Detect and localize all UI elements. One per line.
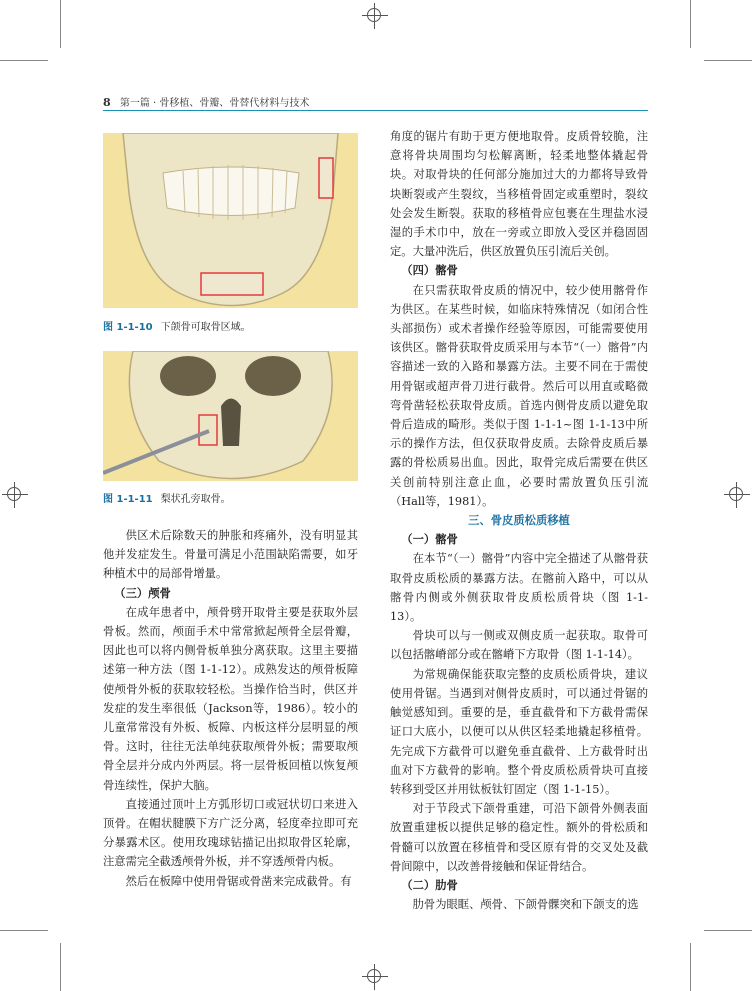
paragraph: 直接通过顶叶上方弧形切口或冠状切口来进入顶骨。在帽状腱膜下方广泛分离，轻度牵拉即可充分暴露术区。使用玫瑰球钻描记出拟取骨区轮廓，注意需完全截透颅骨外板，并不穿透颅骨内板。: [103, 797, 358, 869]
figure-mandible-illustration: [103, 133, 358, 308]
left-column: [103, 526, 358, 891]
paragraph: 对于节段式下颌骨重建，可沿下颌骨外侧表面放置重建板以提供足够的稳定性。额外的骨松质和骨髓可以放置在移植骨和受区原有骨的交叉处及截骨间隙中，以改善骨接触和保证骨结合。: [390, 802, 648, 873]
paragraph: 在本节“（一）髂骨”内容中完全描述了从髂骨获取骨皮质松质的暴露方法。在髂前入路中，可以从髂骨内侧或外侧获取骨皮质松质骨块（图 1-1-13）。: [390, 552, 648, 624]
paragraph: 供区术后除数天的肿胀和疼痛外，没有明显其他并发症发生。骨量可满足小范围缺陷需要，如牙种植术中的局部骨增量。: [103, 529, 358, 581]
trim-mark: [690, 943, 691, 991]
running-title: 第一篇 · 骨移植、骨瓣、骨替代材料与技术: [119, 98, 310, 109]
figure-caption-text: 梨状孔旁取骨。: [160, 494, 231, 505]
trim-mark: [0, 60, 48, 61]
symphysis-harvest-area: [201, 273, 263, 295]
paragraph: 肋骨为眼眶、颅骨、下颌骨髁突和下颌支的选: [412, 898, 639, 912]
figure-number: 图 1-1-10: [103, 322, 153, 333]
figure-caption-text: 下颌骨可取骨区域。: [160, 322, 251, 333]
figure-number: 图 1-1-11: [103, 494, 153, 505]
subheading: （一）髂骨: [401, 532, 458, 547]
figure-caption: [103, 490, 231, 505]
right-column: [390, 127, 648, 914]
paragraph: 在只需获取骨皮质的情况中，较少使用髂骨作为供区。在某些时候，如临床特殊情况（如闭合性头部损伤）或术者操作经验等原因，可能需要使用该供区。髂骨获取骨皮质采用与本节“（一）髂骨”内容描述一致的入路和暴露方法。主要不同在于需使用骨锯或超声骨刀进行截骨。然后可以用直或略微弯骨凿轻松获取骨皮质。首选内侧骨皮质以避免取骨后造成的畸形。类似于图 1-1-1~图 1-1-13中所示的操作方法，但仅获取骨皮质。去除骨皮质后暴露的骨松质易出血。因此，取骨完成后需要在供区关创前特别注意止血，必要时需放置负压引流（Hall等，1981）。: [390, 283, 648, 508]
paragraph: 然后在板障中使用骨锯或骨凿来完成截骨。有: [125, 874, 352, 888]
trim-mark: [0, 930, 48, 931]
paragraph: 骨块可以与一侧或双侧皮质一起获取。取骨可以包括髂嵴部分或在髂嵴下方取骨（图 1-1-14）。: [390, 629, 648, 662]
trim-mark: [704, 60, 752, 61]
trim-mark: [704, 930, 752, 931]
ramus-harvest-area: [319, 158, 333, 198]
figure-piriform-illustration: [103, 351, 358, 481]
subheading: （三）颅骨: [114, 585, 171, 600]
trim-mark: [690, 0, 691, 48]
page-number: 8: [103, 96, 111, 109]
paragraph: 角度的锯片有助于更方便地取骨。皮质骨较脆，注意将骨块周围均匀松解离断，轻柔地整体撬起骨块。对取骨块的任何部分施加过大的力都将导致骨块断裂或产生裂纹，当移植骨固定或重塑时，裂纹处会发生断裂。获取的移植骨应包裹在生理盐水浸湿的手术巾中，放在一旁或立即放入受区并稳固固定。大量冲洗后，供区放置负压引流后关创。: [390, 130, 648, 259]
registration-mark-right: [724, 482, 750, 508]
paragraph: 为常规确保能获取完整的皮质松质骨块，建议使用骨锯。当遇到对侧骨皮质时，可以通过骨锯的触觉感知到。重要的是，垂直截骨和下方截骨需保证口大底小，以便可以从供区轻柔地撬起移植骨。先完成下方截骨可以避免垂直截骨、上方截骨时出血对下方截骨的影响。整个骨皮质松质骨块可直接转移到受区并用钛板钛钉固定（图 1-1-15）。: [390, 667, 648, 796]
trim-mark: [60, 0, 61, 48]
paragraph: 在成年患者中，颅骨劈开取骨主要是获取外层骨板。然而，颅面手术中常常掀起颅骨全层骨瓣，因此也可以将内侧骨板单独分离获取。这里主要描述第一种方法（图 1-1-12）。成熟发达的颅骨板障使颅骨外板的获取较轻松。当操作恰当时，供区并发症的发生率很低（Jackson等，1986）。较小的儿童常常没有外板、板障、内板这样分层明显的颅骨。这时，往往无法单纯获取颅骨外板；需要取颅骨全层并分成内外两层。将一层骨板回植以恢复颅骨连续性，保护大脑。: [103, 605, 358, 792]
subheading: （二）肋骨: [401, 877, 458, 892]
header-rule: [103, 110, 648, 111]
section-heading: 三、骨皮质松质移植: [468, 513, 570, 528]
mandible-skull-drawing: [103, 133, 358, 308]
registration-mark-bottom: [362, 964, 388, 990]
figure-caption: [103, 318, 251, 333]
registration-mark-top: [362, 3, 388, 29]
subheading: （四）髂骨: [401, 263, 458, 278]
trim-mark: [60, 943, 61, 991]
running-header: [103, 94, 648, 109]
registration-mark-left: [2, 482, 28, 508]
piriform-skull-drawing: [103, 351, 358, 481]
